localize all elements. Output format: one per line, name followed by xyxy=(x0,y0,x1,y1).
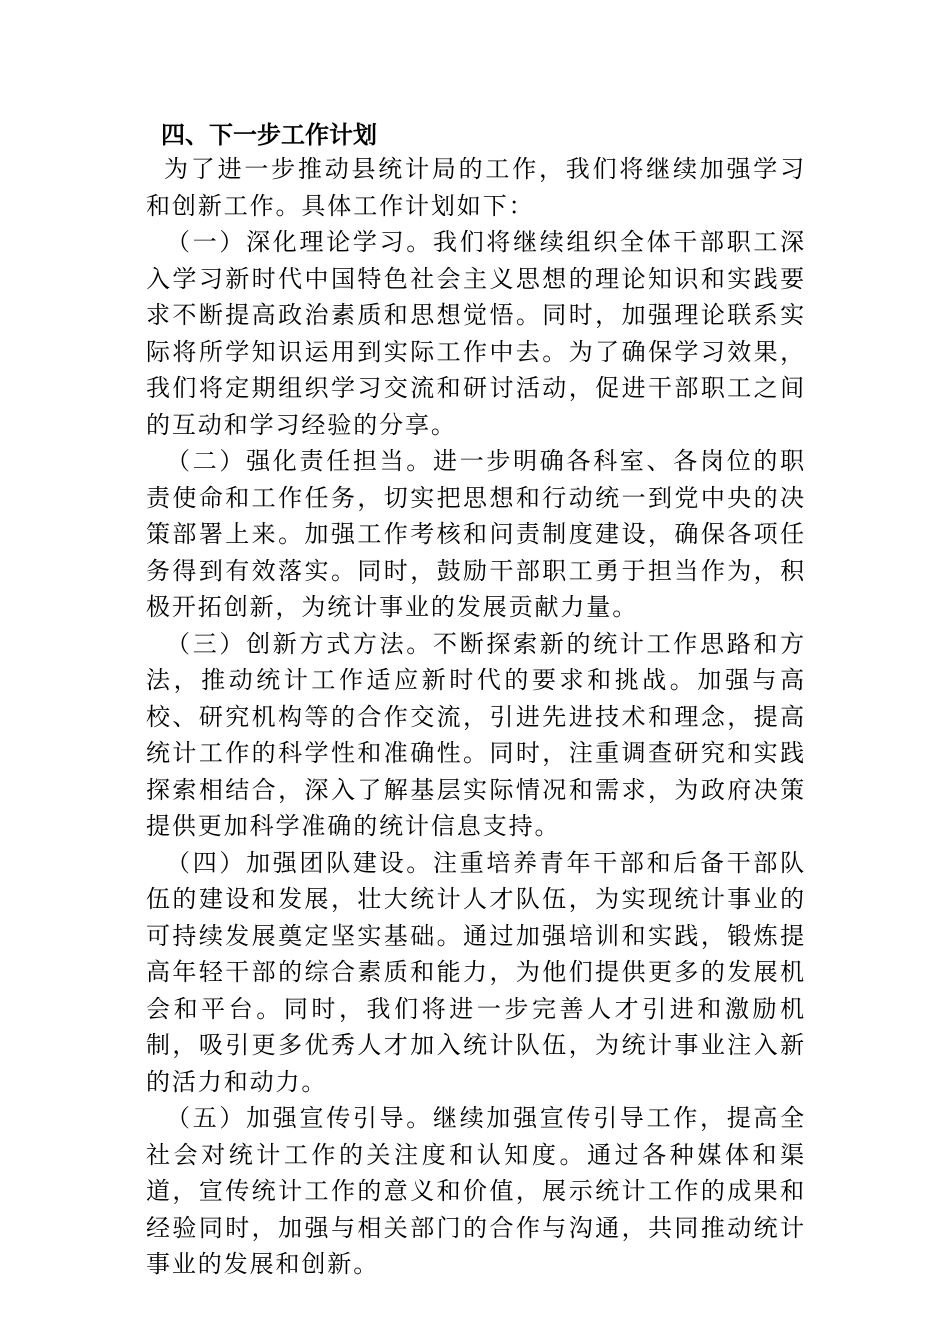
plan-item-3 xyxy=(146,626,806,845)
document-body xyxy=(146,151,806,1283)
plan-item-5 xyxy=(146,1100,806,1283)
plan-item-4 xyxy=(146,845,806,1101)
plan-item-2 xyxy=(146,443,806,626)
plan-item-title: （五）加强宣传引导。 xyxy=(166,1104,433,1132)
plan-item-title: （二）强化责任担当。 xyxy=(166,447,433,475)
plan-item-title: （一）深化理论学习。 xyxy=(166,228,433,256)
plan-item-title: （四）加强团队建设。 xyxy=(166,848,433,877)
intro-paragraph: 为了进一步推动县统计局的工作，我们将继续加强学习和创新工作。具体工作计划如下： xyxy=(146,155,806,220)
plan-item-text: 继续加强宣传引导工作，提高全社会对统计工作的关注度和认知度。通过各种媒体和渠道，宣传统计工作的意义和价值，展示统计工作的成果和经验同时，加强与相关部门的合作与沟通，共同推动统计事业的发展和创新。 xyxy=(146,1104,806,1278)
plan-item-text: 进一步明确各科室、各岗位的职责使命和工作任务，切实把思想和行动统一到党中央的决策部署上来。加强工作考核和问责制度建设，确保各项任务得到有效落实。同时，鼓励干部职工勇于担当作为，积极开拓创新，为统计事业的发展贡献力量。 xyxy=(146,447,806,621)
plan-item-text: 不断探索新的统计工作思路和方法，推动统计工作适应新时代的要求和挑战。加强与高校、研究机构等的合作交流，引进先进技术和理念，提高统计工作的科学性和准确性。同时，注重调查研究和实践探索相结合，深入了解基层实际情况和需求，为政府决策提供更加科学准确的统计信息支持。 xyxy=(146,629,806,840)
plan-item-title: （三）创新方式方法。 xyxy=(166,629,433,658)
plan-item-1 xyxy=(146,224,806,443)
plan-item-text: 注重培养青年干部和后备干部队伍的建设和发展，壮大统计人才队伍，为实现统计事业的可持续发展奠定坚实基础。通过加强培训和实践，锻炼提高年轻干部的综合素质和能力，为他们提供更多的发展机会和平台。同时，我们将进一步完善人才引进和激励机制，吸引更多优秀人才加入统计队伍，为统计事业注入新的活力和动力。 xyxy=(146,848,806,1096)
plan-item-text: 我们将继续组织全体干部职工深入学习新时代中国特色社会主义思想的理论知识和实践要求不断提高政治素质和思想觉悟。同时，加强理论联系实际将所学知识运用到实际工作中去。为了确保学习效果，我们将定期组织学习交流和研讨活动，促进干部职工之间的互动和学习经验的分享。 xyxy=(146,228,806,439)
section-heading: 四、下一步工作计划 xyxy=(161,121,377,149)
